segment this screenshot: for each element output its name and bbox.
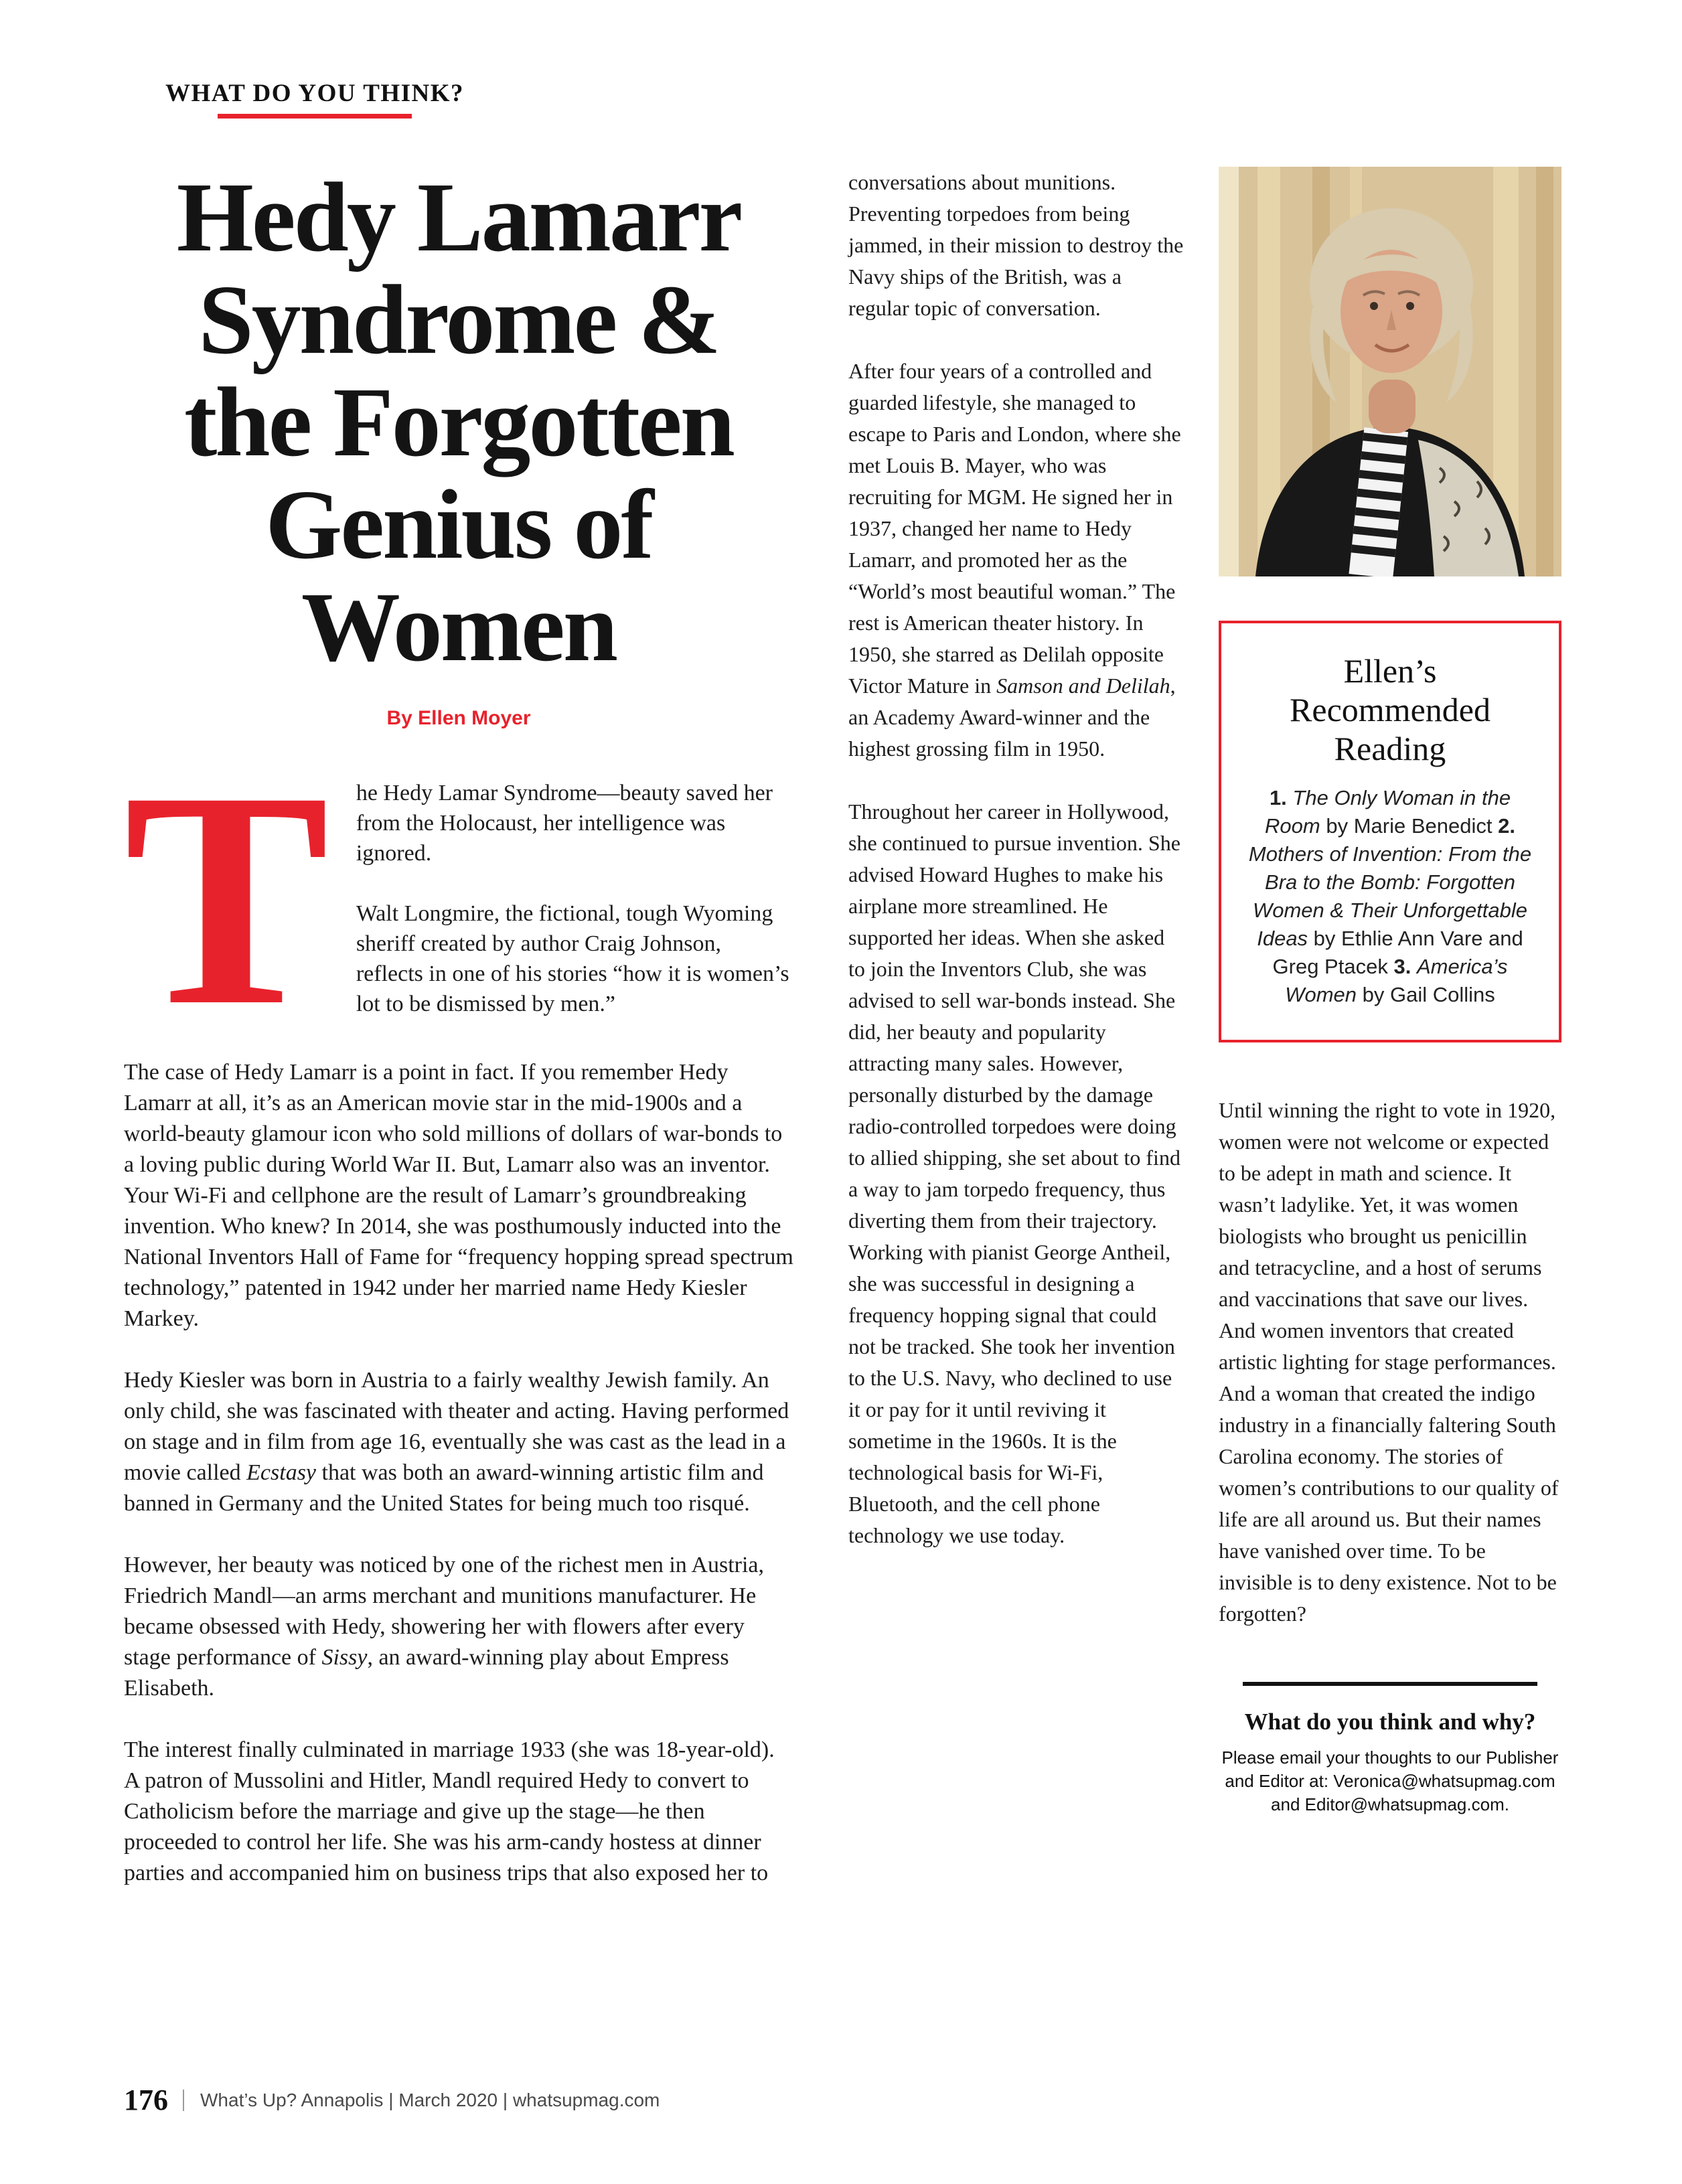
reading-box-title [1244,651,1536,768]
title-line: Women [301,572,617,682]
title-line: the Forgotten [184,368,733,477]
author-photo [1219,167,1561,576]
title-line: Genius of [265,470,652,580]
page-number: 176 [124,2084,168,2116]
reading-box-list: 1. The Only Woman in the Room by Marie Benedict 2. Mothers of Invention: From the Bra to the Bomb: Forgotten Women & Their Unforgettable Ideas by Ethlie Ann Vare and Greg Ptacek 3. America’s Women by Gail Collins [1248,786,1532,1006]
title-line: Hedy Lamarr [176,163,741,272]
body-paragraph: Throughout her career in Hollywood, she continued to pursue invention. She advised Howard Hughes to make his airplane more streamlined. He supported her ideas. When she asked to join the Inventors Club, she was advised to sell war-bonds instead. She did, her beauty and popularity attracting many sales. However, personally disturbed by the damage radio-controlled torpedoes were doing to allied shipping, she set about to find a way to jam torpedo frequency, thus diverting them from their trajectory. Working with pianist George Antheil, she was successful in designing a frequency hopping signal that could not be tracked. She took her invention to the U.S. Navy, who declined to use it or pay for it until reviving it sometime in the 1960s. It is the technological basis for Wi-Fi, Bluetooth, and the cell phone technology we use today. [848,799,1180,1547]
body-paragraph: The interest finally culminated in marriage 1933 (she was 18-year-old). A patron of Mussolini and Hitler, Mandl required Hedy to convert to Catholicism before the marriage and give up the stage—he then proceeded to control her life. She was his arm-candy hostess at dinner parties and accompanied him on business trips that also exposed her to [124,1737,775,1885]
portrait-illustration [1219,167,1561,576]
reading-box-title-line: Ellen’s [1343,652,1437,690]
feedback-body: Please email your thoughts to our Publisher and Editor at: Veronica@whatsupmag.com and Editor@whatsupmag.com. [1221,1747,1559,1814]
body-paragraph: After four years of a controlled and guarded lifestyle, she managed to escape to Paris and London, where she met Louis B. Mayer, who was recruiting for MGM. He signed her in 1937, changed her name to Hedy Lamarr, and promoted her as the “World’s most beautiful woman.” The rest is American theater history. In 1950, she starred as Delilah opposite Victor Mature in Samson and Delilah, an Academy Award-winner and the highest grossing film in 1950. [848,359,1181,761]
article-column-middle [848,167,1187,1583]
kicker-wrap [165,79,1561,119]
reading-box-title-line: Reading [1334,730,1446,767]
section-kicker: WHAT DO YOU THINK? [165,79,464,119]
intro-paragraph: Walt Longmire, the fictional, tough Wyoming sheriff created by author Craig Johnson, reflects in one of his stories “how it is women’s lot to be dismissed by men.” [356,901,789,1016]
feedback-divider [1243,1682,1537,1686]
recommended-reading-box [1219,621,1561,1042]
body-paragraph: The case of Hedy Lamarr is a point in fact. If you remember Hedy Lamarr at all, it’s as an American movie star in the mid-1900s and a world-beauty glamour icon who sold millions of dollars of war-bonds to a loving public during World War II. But, Lamarr also was an inventor. Your Wi-Fi and cellphone are the result of Lamarr’s groundbreaking invention. Who knew? In 2014, she was posthumously inducted into the National Inventors Hall of Fame for “frequency hopping spread spectrum technology,” patented in 1942 under her married name Hedy Kiesler Markey. [124,1060,793,1331]
article-column-right [1219,167,1561,1816]
intro-paragraph: he Hedy Lamar Syndrome—beauty saved her from the Holocaust, her intelligence was ignored. [356,781,773,866]
title-line: Syndrome & [198,265,719,375]
article-columns [124,163,1561,1920]
body-paragraph: However, her beauty was noticed by one of the richest men in Austria, Friedrich Mandl—an arms merchant and munitions manufacturer. He became obsessed with Hedy, showering her with flowers after every stage performance of Sissy, an award-winning play about Empress Elisabeth. [124,1553,765,1701]
article-intro [124,728,793,1069]
feedback-section [1219,1682,1561,1816]
byline: By Ellen Moyer [386,707,531,729]
body-paragraph: Until winning the right to vote in 1920, women were not welcome or expected to be adept in math and science. It wasn’t ladylike. Yet, it was women biologists who brought us penicillin and tetracycline, and a host of serums and vaccinations that save our lives. And women inventors that created artistic lighting for stage performances. And a woman that created the indigo industry in a financially faltering South Carolina economy. The stories of women’s contributions to our quality of life are all around us. But their names have vanished over time. To be invisible is to deny existence. Not to be forgotten? [1219,1098,1559,1626]
drop-cap: T [124,728,329,1069]
footer-info: What’s Up? Annapolis | March 2020 | whatsupmag.com [183,2090,660,2111]
article-title [124,163,793,682]
feedback-title: What do you think and why? [1244,1709,1536,1735]
page-footer [124,2083,660,2117]
body-paragraph: Hedy Kiesler was born in Austria to a fairly wealthy Jewish family. An only child, she was fascinated with theater and acting. Having performed on stage and in film from age 16, eventually she was cast as the lead in a movie called Ecstasy that was both an award-winning artistic film and banned in Germany and the United States for being much too risqué. [124,1368,789,1516]
reading-box-title-line: Recommended [1290,691,1490,728]
body-paragraph: conversations about munitions. Preventing torpedoes from being jammed, in their mission to destroy the Navy ships of the British, was a regular topic of conversation. [848,170,1184,320]
article-column-left [124,163,793,1920]
